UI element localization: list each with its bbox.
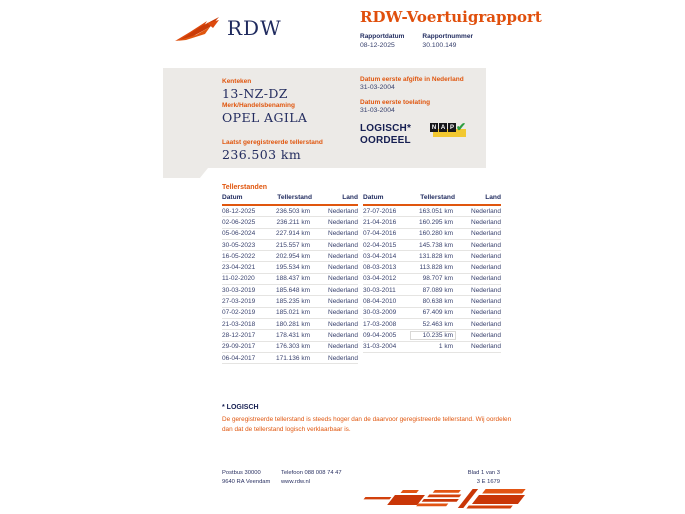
cell-value: 180.281 km [276,320,310,328]
cell-land: Nederland [471,331,501,339]
table-row [222,206,358,217]
tellerstand-value: 236.503 km [222,147,302,162]
table-body [363,206,501,353]
cell-value: 178.431 km [276,331,310,339]
cell-value: 113.828 km [419,264,453,272]
table-row [363,262,501,273]
cell-land: Nederland [328,309,358,317]
tellerstand-label: Laatst geregistreerde tellerstand [222,139,323,146]
cell-date: 29-09-2017 [222,343,256,351]
report-date-value: 08-12-2025 [360,42,395,49]
oordeel-text [360,123,411,147]
cell-value: 52.463 km [422,320,453,328]
rdw-logo [174,13,282,43]
tellerstanden-table-left [222,194,358,364]
cell-date: 07-04-2016 [363,230,397,238]
table-body [222,206,358,364]
footnote-title: * LOGISCH [222,404,259,411]
cell-value: 67.409 km [422,309,453,317]
table-row [363,217,501,228]
footer-page-info [430,469,500,486]
cell-date: 27-07-2016 [363,207,397,215]
table-row [363,296,501,307]
table-header [222,194,358,206]
cell-land: Nederland [328,298,358,306]
cell-value: 131.828 km [419,252,453,260]
table-row [363,285,501,296]
nap-letter-a: A [440,124,446,131]
rdw-bird-icon [174,13,220,43]
table-row [222,296,358,307]
merk-label: Merk/Handelsbenaming [222,102,295,109]
cell-land: Nederland [328,286,358,294]
cell-land: Nederland [328,241,358,249]
cell-date: 02-04-2015 [363,241,397,249]
cell-land: Nederland [328,354,358,362]
toelating-label: Datum eerste toelating [360,99,431,106]
footer-address-line1: Postbus 30000 [222,470,261,476]
cell-land: Nederland [471,264,501,272]
cell-land: Nederland [471,241,501,249]
cell-value: 236.503 km [276,207,310,215]
table-row [222,262,358,273]
cell-value: 160.280 km [419,230,453,238]
table-row [222,240,358,251]
cell-date: 23-04-2021 [222,264,256,272]
table-row [363,229,501,240]
cell-land: Nederland [471,298,501,306]
col-land: Land [485,194,501,201]
cell-land: Nederland [471,343,501,351]
report-number-group [422,33,473,49]
footer-contact [281,469,342,486]
cell-value: 80.638 km [422,298,453,306]
cell-date: 02-06-2025 [222,218,256,226]
cell-land: Nederland [471,320,501,328]
table-row [222,229,358,240]
toelating-value: 31-03-2004 [360,107,395,114]
cell-value: 1 km [438,343,453,351]
nap-letter-n: N [431,124,437,131]
cell-land: Nederland [328,343,358,351]
cell-date: 21-04-2016 [363,218,397,226]
table-row [363,274,501,285]
table-row [363,330,501,341]
footnote-text: De geregistreerde tellerstand is steeds hoger dan de daarvoor geregistreerde tellerstand. Wij oordelen dan dat de tellerstand logisch verklaarbaar is. [222,416,512,433]
panel-notch [163,168,208,178]
cell-value: 87.089 km [422,286,453,294]
cell-land: Nederland [328,275,358,283]
rdw-stripes-graphic-icon [356,486,536,513]
col-tellerstand: Tellerstand [420,194,455,201]
col-datum: Datum [363,194,384,201]
cell-date: 28-12-2017 [222,331,256,339]
cell-date: 31-03-2004 [363,343,397,351]
cell-value: 185.021 km [276,309,310,317]
report-meta [360,33,473,49]
cell-date: 16-05-2022 [222,252,256,260]
nap-checkmark-icon: ✔ [456,120,467,134]
cell-value: 98.707 km [422,275,453,283]
tellerstanden-table-right [363,194,501,353]
cell-land: Nederland [328,320,358,328]
oordeel-line2: OORDEEL [360,135,411,146]
cell-land: Nederland [328,252,358,260]
cell-value: 185.235 km [276,298,310,306]
table-row [363,319,501,330]
cell-land: Nederland [328,331,358,339]
report-date-group [360,33,404,49]
cell-value: 163.051 km [419,207,453,215]
cell-date: 30-03-2019 [222,286,256,294]
report-number-value: 30.100.149 [422,42,457,49]
cell-value: 171.136 km [276,354,310,362]
table-row [222,251,358,262]
nap-letter-p: P [449,124,454,131]
table-row [363,206,501,217]
cell-date: 11-02-2020 [222,275,255,283]
kenteken-label: Kenteken [222,78,252,85]
cell-land: Nederland [471,230,501,238]
document-title: RDW-Voertuigrapport [360,8,542,26]
report-number-label: Rapportnummer [422,33,473,40]
table-row [363,342,501,353]
cell-date: 08-03-2013 [363,264,397,272]
cell-date: 08-04-2010 [363,298,397,306]
merk-value: OPEL AGILA [222,110,308,125]
cell-value: 185.648 km [276,286,310,294]
cell-value: 227.914 km [276,230,310,238]
cell-land: Nederland [328,218,358,226]
afgifte-value: 31-03-2004 [360,84,395,91]
vehicle-summary-panel [163,68,486,168]
cell-land: Nederland [471,207,501,215]
table-row [222,342,358,353]
cell-value: 236.211 km [276,218,310,226]
cell-value: 10.235 km [411,332,455,339]
cell-date: 30-03-2011 [363,286,396,294]
cell-value: 195.534 km [276,264,310,272]
table-row [222,285,358,296]
footer-address [222,469,270,486]
table-row [222,274,358,285]
cell-date: 08-12-2025 [222,207,256,215]
cell-value: 160.295 km [419,218,453,226]
cell-value: 188.437 km [276,275,310,283]
kenteken-value: 13-NZ-DZ [222,86,288,101]
oordeel-line1: LOGISCH* [360,123,412,134]
table-row [363,308,501,319]
afgifte-label: Datum eerste afgifte in Nederland [360,76,464,83]
table-row [222,353,358,364]
table-row [222,217,358,228]
footer-address-line2: 9640 RA Veendam [222,478,271,485]
cell-land: Nederland [471,275,501,283]
cell-value: 202.954 km [276,252,310,260]
nap-logo-icon [430,122,472,139]
cell-land: Nederland [471,286,501,294]
tellerstanden-title: Tellerstanden [222,184,267,191]
cell-land: Nederland [471,218,501,226]
cell-land: Nederland [471,252,501,260]
cell-date: 30-03-2009 [363,309,397,317]
footer-website: www.rdw.nl [281,478,310,485]
table-row [222,319,358,330]
col-tellerstand: Tellerstand [277,194,312,201]
footer-page-number: Blad 1 van 3 [467,470,500,476]
table-row [222,330,358,341]
col-datum: Datum [222,194,243,201]
footer-form-code: 3 E 1679 [476,478,500,485]
cell-date: 06-04-2017 [222,354,256,362]
cell-date: 21-03-2018 [222,320,256,328]
cell-value: 145.738 km [419,241,453,249]
cell-value: 176.303 km [276,343,310,351]
cell-date: 03-04-2014 [363,252,397,260]
cell-date: 27-03-2019 [222,298,256,306]
cell-land: Nederland [328,230,358,238]
table-row [363,251,501,262]
cell-land: Nederland [328,264,358,272]
cell-date: 17-03-2008 [363,320,397,328]
cell-date: 09-04-2005 [363,331,397,339]
cell-date: 05-06-2024 [222,230,256,238]
table-header [363,194,501,206]
cell-land: Nederland [471,309,501,317]
cell-land: Nederland [328,207,358,215]
footer-phone: Telefoon 088 008 74 47 [281,470,342,476]
table-row [222,308,358,319]
cell-date: 07-02-2019 [222,309,256,317]
col-land: Land [342,194,358,201]
cell-value: 215.557 km [276,241,310,249]
table-row [363,240,501,251]
report-date-label: Rapportdatum [360,33,405,40]
cell-date: 03-04-2012 [363,275,397,283]
logo-text: RDW [227,16,282,40]
cell-date: 30-05-2023 [222,241,256,249]
